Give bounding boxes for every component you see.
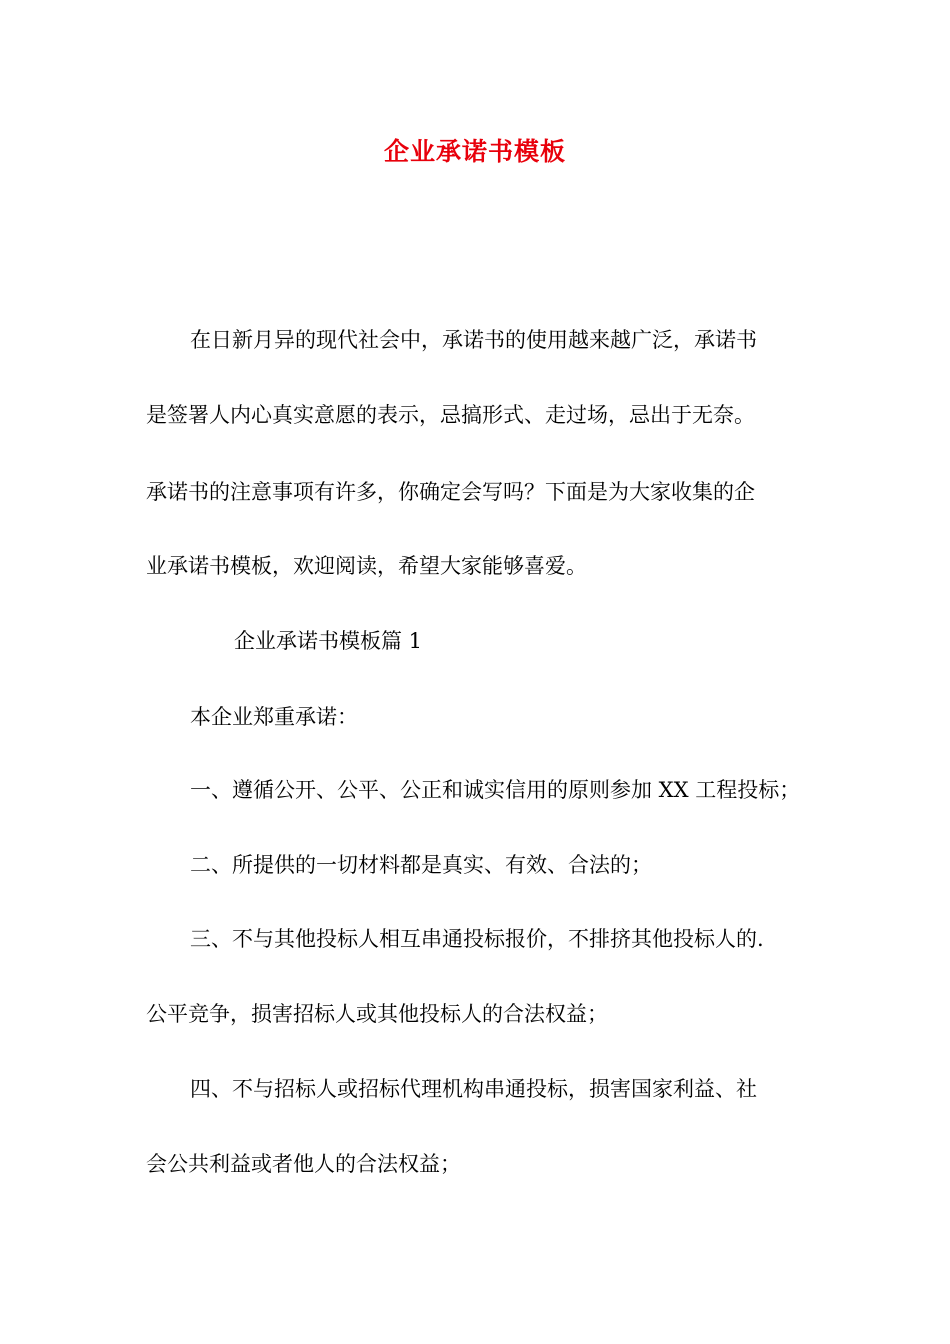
list-item: 二、所提供的一切材料都是真实、有效、合法的； — [190, 853, 652, 877]
list-item-continuation: 会公共利益或者他人的合法权益； — [146, 1152, 461, 1176]
list-item: 四、不与招标人或招标代理机构串通投标，损害国家利益、社 — [190, 1077, 757, 1101]
document-title: 企业承诺书模板 — [383, 137, 566, 166]
paragraph-line: 本企业郑重承诺： — [190, 705, 358, 729]
list-item: 三、不与其他投标人相互串通投标报价，不排挤其他投标人的. — [190, 927, 764, 951]
list-item: 一、遵循公开、公平、公正和诚实信用的原则参加 XX 工程投标； — [190, 778, 801, 802]
paragraph-line: 在日新月异的现代社会中，承诺书的使用越来越广泛，承诺书 — [190, 328, 757, 352]
paragraph-line: 是签署人内心真实意愿的表示，忌搞形式、走过场，忌出于无奈。 — [146, 403, 755, 427]
section-heading: 企业承诺书模板篇 1 — [234, 629, 423, 653]
paragraph-line: 承诺书的注意事项有许多，你确定会写吗？下面是为大家收集的企 — [146, 480, 755, 504]
list-item-continuation: 公平竞争，损害招标人或其他投标人的合法权益； — [146, 1002, 608, 1026]
paragraph-line: 业承诺书模板，欢迎阅读，希望大家能够喜爱。 — [146, 554, 587, 578]
